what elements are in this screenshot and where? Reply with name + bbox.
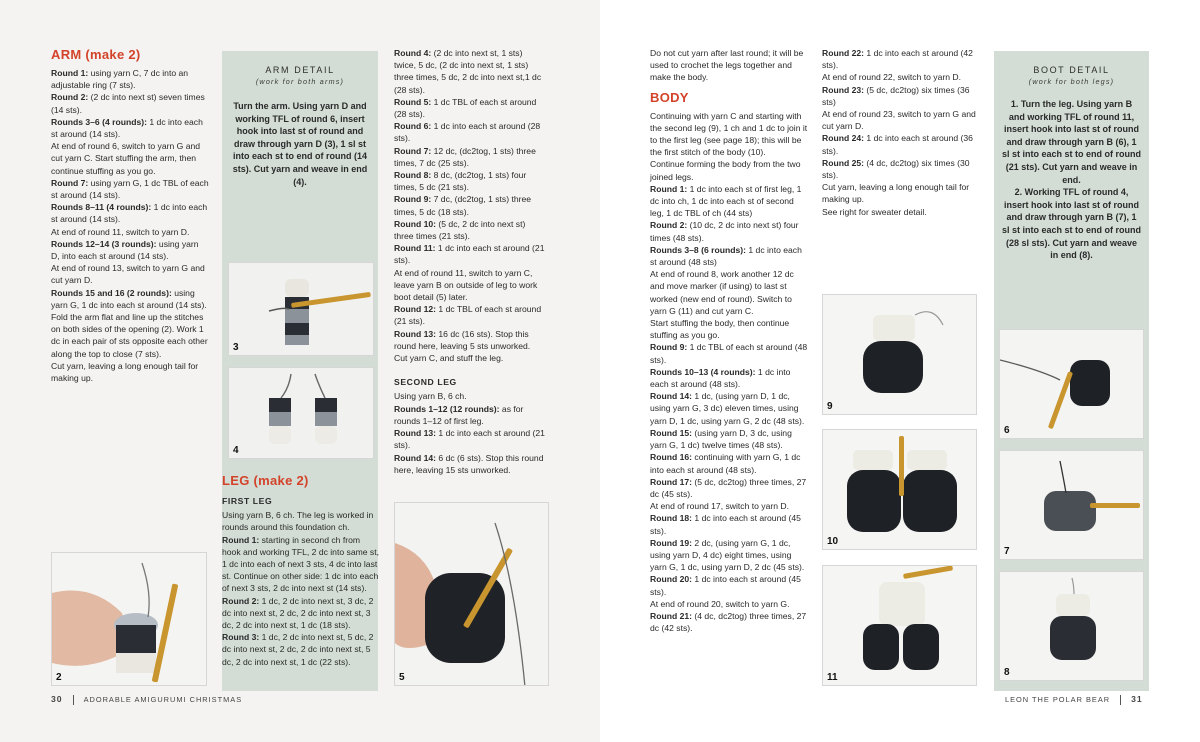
instruction-line <box>822 206 980 218</box>
photo-number: 4 <box>233 445 239 456</box>
instruction-line <box>394 193 546 217</box>
round-text: See right for sweater detail. <box>822 206 927 217</box>
instruction-line <box>51 311 209 360</box>
round-label: Round 23: <box>822 84 865 95</box>
round-text: 12 dc, (dc2tog, 1 sts) three times, 7 dc (25 sts). <box>394 145 536 168</box>
photo-number: 9 <box>827 401 833 412</box>
instruction-line <box>650 110 810 159</box>
round-label: Round 10: <box>394 218 437 229</box>
intro-note: Do not cut yarn after last round; it will be used to crochet the legs together and make the body. <box>650 48 804 83</box>
boot-detail-title: BOOT DETAIL <box>1033 65 1110 75</box>
photo-number: 2 <box>56 672 62 683</box>
instruction-line <box>650 500 810 512</box>
round-text: using yarn G, 1 dc TBL of each st around (14 sts). <box>51 177 209 201</box>
page-number: 30 <box>51 694 63 704</box>
leg-continued <box>394 47 546 476</box>
body-instructions <box>650 110 810 635</box>
photo-step-8 <box>999 571 1144 681</box>
photo-number: 7 <box>1004 546 1010 557</box>
instruction-line <box>650 610 810 634</box>
body-photo-11-illustration <box>823 566 977 686</box>
round-text: (5 dc, 2 dc into next st) three times (21 sts). <box>394 218 526 242</box>
round-label: Rounds 10–13 (4 rounds): <box>650 366 756 377</box>
round-text: Using yarn B, 6 ch. <box>394 391 467 402</box>
round-label: Rounds 3–6 (4 rounds): <box>51 116 147 127</box>
round-text: Continuing with yarn C and starting with the second leg (9), 1 ch and 1 dc to join it to the first leg (see page 18); this will be the first stitch of the body (10). <box>650 110 808 158</box>
book-title: ADORABLE AMIGURUMI CHRISTMAS <box>83 695 243 704</box>
instruction-line <box>822 108 980 132</box>
instruction-line <box>222 631 380 668</box>
page-number: 31 <box>1131 694 1143 704</box>
round-text: using yarn C, 7 dc into an adjustable ring (7 sts). <box>51 68 189 91</box>
round-text: (using yarn D, 3 dc, using yarn G, 1 dc) twelve times (48 sts). <box>650 427 792 451</box>
round-text: Continue forming the body from the two joined legs. <box>650 159 801 182</box>
arm-detail-title: ARM DETAIL <box>265 65 335 75</box>
round-text: Fold the arm flat and line up the stitches on both sides of the opening (2). Work 1 dc in each pair of sts opposite each other along the top to close (7 sts). <box>51 312 208 359</box>
round-label: Round 8: <box>394 170 432 181</box>
round-text: 7 dc, (dc2tog, 1 sts) three times, 5 dc (18 sts). <box>394 194 532 217</box>
round-label: Round 9: <box>650 342 688 353</box>
round-text: 1 dc into each st around (45 sts). <box>650 513 801 536</box>
arm-instructions <box>51 67 209 384</box>
instruction-line <box>650 512 810 536</box>
photo-step-7 <box>999 450 1144 560</box>
instruction-line <box>51 262 209 286</box>
round-text: At end of round 6, switch to yarn G and cut yarn C. Start stuffing the arm, then continue stuffing as you go. <box>51 141 201 176</box>
instruction-line <box>650 476 810 500</box>
round-text: Using yarn B, 6 ch. The leg is worked in rounds around this foundation ch. <box>222 510 374 533</box>
instruction-line <box>222 534 380 595</box>
round-label: Rounds 12–14 (3 rounds): <box>51 238 157 249</box>
instruction-line <box>394 303 546 327</box>
boot-detail-box <box>994 51 1149 691</box>
round-text: (5 dc, dc2tog) six times (36 sts) <box>822 84 970 107</box>
instruction-line <box>394 352 546 364</box>
instruction-line <box>394 390 546 402</box>
round-text: (2 dc into next st) seven times (14 sts). <box>51 92 205 115</box>
photo-step-9 <box>822 294 977 415</box>
round-label: Round 9: <box>394 194 432 205</box>
instruction-line <box>822 47 980 71</box>
arm-detail-subtitle: (work for both arms) <box>255 77 345 86</box>
round-text: 1 dc into each st around (48 sts). <box>650 366 791 390</box>
instruction-line <box>822 84 980 108</box>
round-text: 1 dc into each st around (36 sts). <box>822 133 973 156</box>
photo-step-4 <box>228 367 374 459</box>
photo-number: 3 <box>233 342 239 353</box>
photo-step-10 <box>822 429 977 550</box>
left-footer <box>51 694 242 705</box>
round-label: Round 5: <box>394 96 432 107</box>
round-text: 1 dc into each st around (42 sts). <box>822 48 973 71</box>
instruction-line <box>51 116 209 140</box>
boot-photo-6-illustration <box>1000 330 1144 439</box>
instruction-line <box>394 47 546 96</box>
photo-step-5 <box>394 502 549 686</box>
instruction-line <box>394 120 546 144</box>
instruction-line <box>650 573 810 597</box>
leg-heading: LEG (make 2) <box>222 473 309 488</box>
round-text: continuing with yarn G, 1 dc into each st around (48 sts). <box>650 452 801 475</box>
instruction-line <box>51 177 209 201</box>
round-text: 6 dc (6 sts). Stop this round here, leaving 15 sts unworked. <box>394 452 544 475</box>
arm-section <box>51 47 209 384</box>
round-label: Round 22: <box>822 48 865 58</box>
instruction-line <box>51 360 209 384</box>
instruction-line <box>650 537 810 574</box>
instruction-line <box>650 451 810 475</box>
instruction-line <box>394 328 546 352</box>
instruction-line <box>51 201 209 225</box>
body-rounds-22-25 <box>822 47 980 218</box>
photo-step-2 <box>51 552 207 686</box>
round-label: Round 14: <box>650 391 693 402</box>
round-label: Round 12: <box>394 304 437 315</box>
instruction-line <box>650 158 810 182</box>
leg-section <box>222 473 380 668</box>
body-heading: BODY <box>650 89 689 105</box>
instruction-line <box>650 268 810 317</box>
round-label: Round 1: <box>650 183 688 194</box>
round-text: 16 dc (16 sts). Stop this round here, leaving 5 sts unworked. <box>394 328 531 351</box>
leg-photo-9-illustration <box>823 295 977 415</box>
body-continued <box>822 47 980 218</box>
round-text: Cut yarn C, and stuff the leg. <box>394 353 504 364</box>
round-label: Round 14: <box>394 452 437 463</box>
instruction-line <box>650 244 810 268</box>
round-text: 1 dc into each st of first leg, 1 dc into ch, 1 dc into each st of second leg, 1 dc TBL of ch (44 sts) <box>650 183 802 219</box>
round-text: (5 dc, dc2tog) three times, 27 dc (45 sts). <box>650 476 807 499</box>
round-label: Round 2: <box>51 92 89 103</box>
photo-step-11 <box>822 565 977 686</box>
round-label: Round 15: <box>650 427 693 438</box>
instruction-line <box>822 132 980 156</box>
round-label: Round 7: <box>51 177 89 188</box>
instruction-line <box>394 427 546 451</box>
photo-number: 10 <box>827 536 839 547</box>
round-text: At end of round 20, switch to yarn G. <box>650 598 790 609</box>
leg-photo-5-illustration <box>395 503 549 686</box>
round-text: 1 dc, 2 dc into next st, 5 dc, 2 dc into next st, 2 dc, 2 dc into next st, 5 dc, 2 dc into next st, 1 dc (22 sts). <box>222 632 374 667</box>
round-text: 1 dc into each st around (14 sts). <box>51 202 208 225</box>
round-text: At end of round 13, switch to yarn G and cut yarn D. <box>51 263 205 286</box>
instruction-line <box>822 181 980 205</box>
first-leg-heading: FIRST LEG <box>222 496 273 506</box>
round-text: starting in second ch from hook and working TFL, 2 dc into same st, 1 dc into each of next 3 sts, 4 dc into last st. Continue on other side: 1 dc into each of next 3 sts, 2 dc into next st (14 sts). <box>222 534 379 594</box>
round-text: 1 dc, (using yarn D, 1 dc, using yarn G, 3 dc) eleven times, using yarn D, 1 dc, using yarn G, 2 dc (48 sts). <box>650 391 805 426</box>
pattern-title: LEON THE POLAR BEAR <box>1005 695 1111 704</box>
instruction-line <box>394 403 546 427</box>
photo-number: 8 <box>1004 667 1010 678</box>
round-label: Round 4: <box>394 48 432 58</box>
instruction-line <box>222 595 380 632</box>
round-text: Start stuffing the body, then continue stuffing as you go. <box>650 318 790 341</box>
round-text: 1 dc TBL of each st around (28 sts). <box>394 96 537 120</box>
round-label: Round 13: <box>394 428 437 439</box>
round-text: (4 dc, dc2tog) three times, 27 dc (42 sts). <box>650 610 807 634</box>
leg-instructions <box>222 509 380 668</box>
instruction-line <box>650 427 810 451</box>
round-label: Round 13: <box>394 328 437 339</box>
instruction-line <box>650 219 810 243</box>
boot-detail-step-2: 2. Working TFL of round 4, insert hook into last st of round and draw through yarn B (7), 1 sl st into each st to end of round (28 sl sts). Cut yarn and weave in end (8). <box>1002 187 1142 261</box>
instruction-line <box>650 390 810 427</box>
body-section <box>650 47 810 634</box>
round-label: Round 7: <box>394 145 432 156</box>
instruction-line <box>222 509 380 533</box>
instruction-line <box>394 452 546 476</box>
right-footer <box>1005 694 1143 705</box>
round-label: Round 2: <box>222 595 260 606</box>
round-text: At end of round 11, switch to yarn D. <box>51 226 190 237</box>
round-label: Round 17: <box>650 476 693 487</box>
instruction-line <box>394 267 546 304</box>
round-text: using yarn G, 1 dc into each st around (14 sts). <box>51 287 207 310</box>
round-text: 1 dc into each st around (21 sts). <box>394 243 545 266</box>
round-label: Rounds 1–12 (12 rounds): <box>394 403 500 414</box>
second-leg-instructions <box>394 390 546 475</box>
round-label: Round 16: <box>650 452 693 463</box>
round-text: using yarn D, into each st around (14 sts). <box>51 238 199 262</box>
round-text: 1 dc into each st around (21 sts). <box>394 428 545 451</box>
instruction-line <box>822 157 980 181</box>
arm-photo-3-illustration <box>229 263 374 356</box>
round-label: Round 1: <box>222 534 260 545</box>
round-text: At end of round 22, switch to yarn D. <box>822 72 962 83</box>
round-text: Cut yarn, leaving a long enough tail for making up. <box>822 182 970 205</box>
arm-detail-body: Turn the arm. Using yarn D and working TFL of round 6, insert hook into last st of round and draw through yarn D (3), 1 sl st into each st to end of round (14 sts). Cut yarn and weave in end (4). <box>232 101 368 187</box>
instruction-line <box>394 218 546 242</box>
round-text: 1 dc into each st around (45 sts). <box>650 574 801 597</box>
round-label: Round 24: <box>822 133 865 144</box>
instruction-line <box>394 169 546 193</box>
arm-heading: ARM (make 2) <box>51 47 141 62</box>
photo-step-3 <box>228 262 374 356</box>
round-label: Round 3: <box>222 632 260 643</box>
instruction-line <box>650 183 810 220</box>
instruction-line <box>394 96 546 120</box>
instruction-line <box>51 67 209 91</box>
round-label: Round 1: <box>51 68 89 78</box>
round-text: At end of round 8, work another 12 dc and move marker (if using) to last st worked (new end of round). Switch to yarn G (11) and cut yarn C. <box>650 269 794 316</box>
round-text: 1 dc TBL of each st around (21 sts). <box>394 304 542 327</box>
round-text: Cut yarn, leaving a long enough tail for making up. <box>51 360 199 384</box>
round-text: 1 dc TBL of each st around (48 sts). <box>650 342 808 365</box>
right-page <box>600 0 1200 742</box>
round-label: Round 6: <box>394 121 432 132</box>
round-text: At end of round 17, switch to yarn D. <box>650 501 790 512</box>
instruction-line <box>822 71 980 83</box>
round-label: Round 11: <box>394 243 436 254</box>
boot-detail-subtitle: (work for both legs) <box>1028 77 1115 86</box>
round-text: 1 dc into each st around (14 sts). <box>51 116 203 140</box>
round-label: Rounds 8–11 (4 rounds): <box>51 202 152 213</box>
round-text: 1 dc into each st around (28 sts). <box>394 121 541 144</box>
instruction-line <box>650 317 810 341</box>
instruction-line <box>650 366 810 390</box>
round-label: Round 18: <box>650 513 693 524</box>
round-text: (4 dc, dc2tog) six times (30 sts). <box>822 157 970 181</box>
boot-photo-8-illustration <box>1000 572 1144 681</box>
photo-step-6 <box>999 329 1144 439</box>
instruction-line <box>51 226 209 238</box>
photo-number: 5 <box>399 672 405 683</box>
instruction-line <box>394 145 546 169</box>
instruction-line <box>51 287 209 311</box>
round-text: 1 dc into each st around (48 sts) <box>650 244 802 268</box>
round-text: 8 dc, (dc2tog, 1 sts) four times, 5 dc (21 sts). <box>394 170 527 193</box>
round-label: Rounds 3–8 (6 rounds): <box>650 244 746 255</box>
instruction-line <box>51 140 209 177</box>
instruction-line <box>51 238 209 262</box>
photo-number: 6 <box>1004 425 1010 436</box>
second-leg-heading: SECOND LEG <box>394 377 457 388</box>
leg-rounds-4-14 <box>394 47 546 364</box>
instruction-line <box>394 242 546 266</box>
round-label: Round 20: <box>650 574 693 585</box>
round-label: Round 2: <box>650 220 688 231</box>
photo-number: 11 <box>827 672 838 683</box>
instruction-line <box>650 598 810 610</box>
arm-photo-4-illustration <box>229 368 374 459</box>
legs-photo-10-illustration <box>823 430 977 550</box>
round-label: Round 25: <box>822 157 865 168</box>
instruction-line <box>650 341 810 365</box>
boot-detail-step-1: 1. Turn the leg. Using yarn B and working TFL of round 11, insert hook into last st of round and draw through yarn B (6), 1 sl st into each st to end of round (21 sts). Cut yarn and weave in end. <box>1002 99 1142 185</box>
round-text: (10 dc, 2 dc into next st) four times (48 sts). <box>650 220 799 243</box>
arm-photo-2-illustration <box>52 553 207 686</box>
round-label: Rounds 15 and 16 (2 rounds): <box>51 287 172 298</box>
round-text: 2 dc, (using yarn G, 1 dc, using yarn D, 4 dc) eight times, using yarn G, 1 dc, using yarn D, 2 dc (45 sts). <box>650 537 805 573</box>
round-text: as for rounds 1–12 of first leg. <box>394 403 524 426</box>
round-label: Round 19: <box>650 537 693 548</box>
instruction-line <box>51 91 209 115</box>
boot-photo-7-illustration <box>1000 451 1144 560</box>
round-text: 1 dc, 2 dc into next st, 3 dc, 2 dc into next st, 2 dc, 2 dc into next st, 3 dc, 2 dc into next st, 1 dc (18 sts). <box>222 595 374 631</box>
round-text: (2 dc into next st, 1 sts) twice, 5 dc, (2 dc into next st, 1 sts) three times, 5 dc, 2 dc into next st,1 dc (28 sts). <box>394 48 542 95</box>
round-text: At end of round 23, switch to yarn G and cut yarn D. <box>822 109 976 132</box>
round-text: At end of round 11, switch to yarn C, leave yarn B on outside of leg to work boot detail (5) later. <box>394 267 538 303</box>
round-label: Round 21: <box>650 610 693 621</box>
